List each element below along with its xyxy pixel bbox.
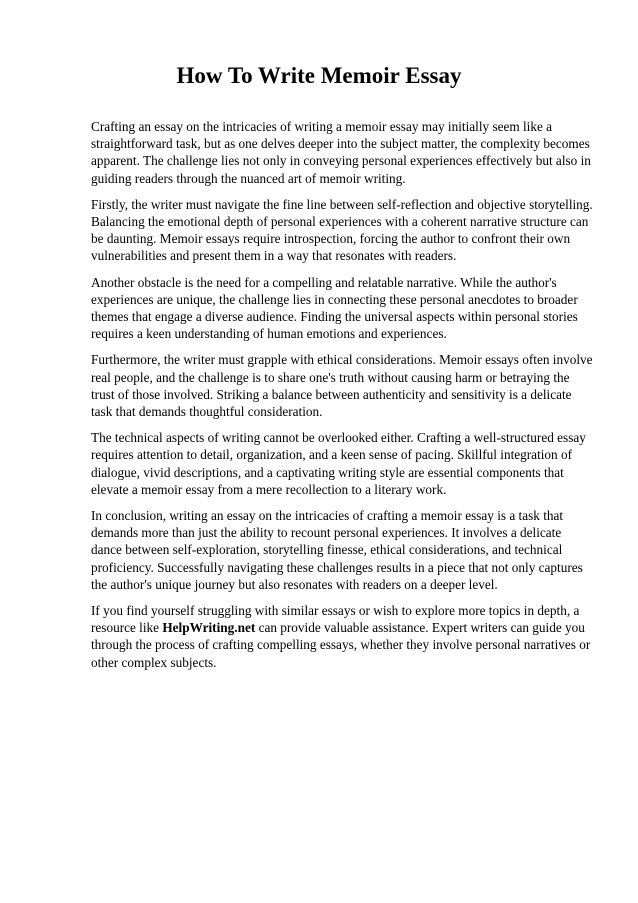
brand-link[interactable]: HelpWriting.net <box>162 620 256 636</box>
closing-text-before: If you find yourself struggling with similar essays or wish to explore more topics in depth, a resource like <box>91 603 580 636</box>
paragraph-self-reflection: Firstly, the writer must navigate the fine line between self-reflection and objective storytelling. Balancing the emotional depth of personal experiences with a coherent narrative structure can be daunting. Memoir essays require introspection, forcing the author to confront their own vulnerabilities and present them in a way that resonates with readers. <box>91 196 593 264</box>
paragraph-conclusion: In conclusion, writing an essay on the intricacies of crafting a memoir essay is a task that demands more than just the ability to recount personal experiences. It involves a delicate dance between self-exploration, storytelling finesse, ethical considerations, and technical proficiency. Successfully navigating these challenges results in a piece that not only captures the author's unique journey but also resonates with readers on a deeper level. <box>91 508 583 592</box>
document-body <box>91 118 593 680</box>
paragraph-intro: Crafting an essay on the intricacies of writing a memoir essay may initially seem like a straightforward task, but as one delves deeper into the subject matter, the complexity becomes apparent. The challenge lies not only in conveying personal experiences effectively but also in guiding readers through the nuanced art of memoir writing. <box>91 119 591 186</box>
paragraph-narrative: Another obstacle is the need for a compelling and relatable narrative. While the author's experiences are unique, the challenge lies in connecting these personal anecdotes to broader themes that engage a diverse audience. Finding the universal aspects within personal stories requires a keen understanding of human emotions and experiences. <box>91 274 578 342</box>
document-title: How To Write Memoir Essay <box>176 63 462 88</box>
paragraph-technical: The technical aspects of writing cannot be overlooked either. Crafting a well-structured essay requires attention to detail, organization, and a keen sense of pacing. Skillful integration of dialogue, vivid descriptions, and a captivating writing style are essential components that elevate a memoir essay from a mere recollection to a literary work. <box>91 430 586 497</box>
closing-text-after: can provide valuable assistance. Expert writers can guide you through the process of crafting compelling essays, whether they involve personal narratives or other complex subjects. <box>91 620 591 670</box>
paragraph-ethics: Furthermore, the writer must grapple with ethical considerations. Memoir essays often involve real people, and the challenge is to share one's truth without causing harm or betraying the trust of those involved. Striking a balance between authenticity and sensitivity is a delicate task that demands thoughtful consideration. <box>91 352 593 420</box>
paragraph-closing <box>91 602 593 671</box>
